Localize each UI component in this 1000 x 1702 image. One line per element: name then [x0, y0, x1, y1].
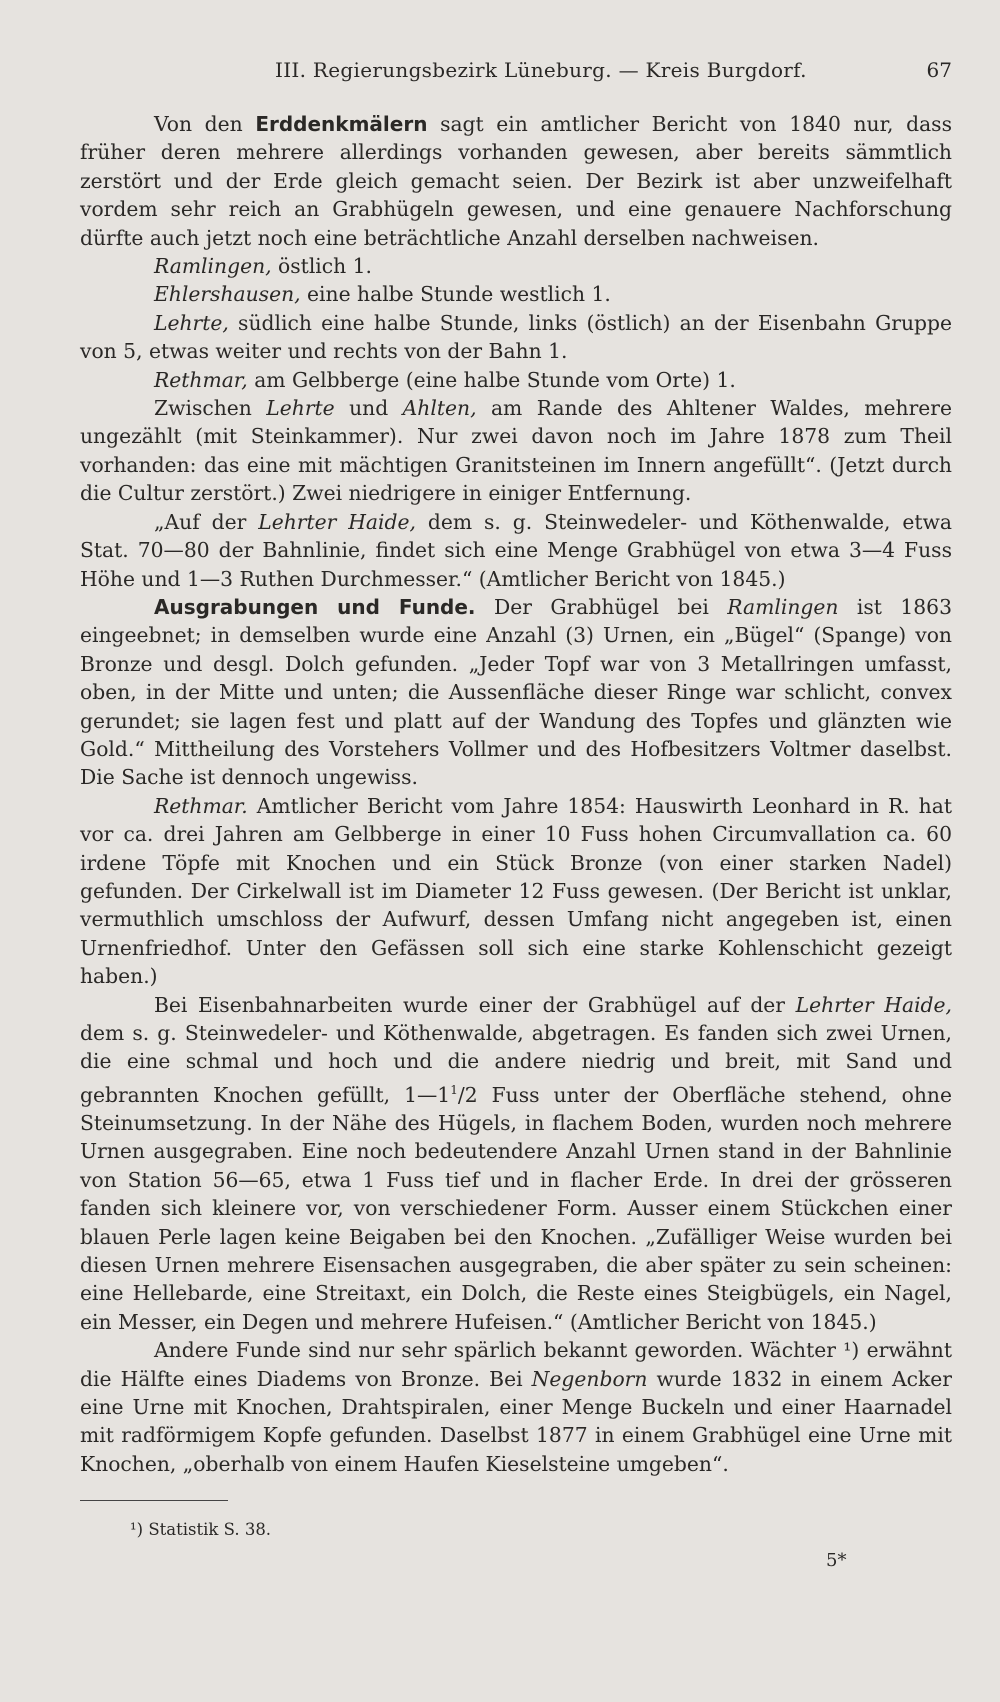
text-run: ist 1863 eingeebnet; in demselben wurde eine Anzahl (3) Urnen, ein „Bügel“ (Spange) von Bronze und desgl. Dolch gefunden. „Jeder Topf war von 3 Metallringen umfasst, oben, in der Mitte und unten; die Aussenfläche dieser Ringe war schlicht, convex gerundet; sie lagen fest und platt auf der Wandung des Topfes und glänzten wie Gold.“ Mittheilung des Vorstehers Vollmer und des Hofbesitzers Voltmer daselbst. Die Sache ist dennoch ungewiss. [80, 594, 952, 790]
running-header [80, 58, 952, 88]
paragraph-andere-funde [80, 1336, 952, 1478]
place-name: Rethmar, [154, 367, 248, 392]
place-name: Rethmar. [154, 793, 248, 818]
site-text: östlich 1. [278, 254, 373, 279]
text-run: dem s. g. Steinwedeler- und Köthenwalde, abgetragen. Es fanden sich zwei Urnen, die eine schmal und hoch und die andere niedrig und breit, mit Sand und gebrannten Knochen gefüllt, 1—1 [80, 1021, 952, 1107]
section-heading-erddenkmaeler: Erddenkmälern [255, 112, 428, 136]
site-entry [80, 309, 952, 366]
place-name: Lehrter Haide, [795, 992, 952, 1017]
place-name: Ramlingen, [154, 254, 272, 279]
text-run: Andere Funde sind nur sehr spärlich bekannt geworden. Wächter [154, 1338, 836, 1363]
text-run: Fuss unter der Oberfläche stehend, ohne Steinumsetzung. In der Nähe des Hügels, in flachem Boden, wurden noch mehrere Urnen ausgegraben. Eine noch bedeutendere Anzahl Urnen stand in der Bahnlinie von Station 56—65, etwa 1 Fuss tief und in flacher Erde. In drei der grösseren fanden sich kleinere vor, von verschiedener Form. Ausser einem Stückchen einer blauen Perle lagen keine Beigaben bei den Knochen. „Zufälliger Weise wurden bei diesen Urnen mehrere Eisensachen ausgegraben, die aber später zu sein scheinen: eine Hellebarde, eine Streitaxt, ein Dolch, die Reste eines Steigbügels, ein Nagel, ein Messer, ein Degen und mehrere Hufeisen.“ (Amtlicher Bericht von 1845.) [80, 1082, 952, 1334]
site-text: südlich eine halbe Stunde, links (östlich) an der Eisenbahn Gruppe von 5, etwas weiter und rechts von der Bahn 1. [80, 310, 952, 364]
text-run: erwähnt die Hälfte eines Diadems von Bronze. Bei [80, 1338, 952, 1391]
text-run: Zwischen [154, 396, 252, 421]
footnote-text: Statistik S. 38. [148, 1520, 272, 1539]
text-run: „Auf der [154, 509, 247, 534]
footnote-reference: ¹) [843, 1338, 860, 1363]
text-run: Bei Eisenbahnarbeiten wurde einer der Grabhügel auf der [154, 992, 785, 1017]
main-text [80, 110, 952, 1478]
fraction-numerator: 1 [450, 1082, 458, 1097]
place-name: Lehrte [266, 396, 335, 421]
place-name: Ehlershausen, [154, 282, 301, 307]
text-run: sagt ein amtlicher Bericht von 1840 nur, dass früher deren mehrere allerdings vorhanden gewesen, aber bereits sämmtlich zerstört und der Erde gleich gemacht seien. Der Bezirk ist aber unzweifelhaft vordem sehr reich an Grabhügeln gewesen, und eine genauere Nachforschung dürfte auch jetzt noch eine beträchtliche Anzahl derselben nachweisen. [80, 112, 952, 250]
paragraph-lehrter-haide [80, 508, 952, 593]
fraction-denominator: /2 [457, 1082, 478, 1107]
site-text: am Gelbberge (eine halbe Stunde vom Orte) 1. [254, 367, 736, 392]
site-entry [80, 366, 952, 394]
place-name: Ahlten, [402, 396, 477, 421]
paragraph-zwischen [80, 394, 952, 508]
paragraph-erddenkmaeler [80, 110, 952, 252]
section-heading-ausgrabungen: Ausgrabungen und Funde. [154, 594, 476, 619]
site-entry [80, 252, 952, 280]
text-run: Von den [154, 112, 243, 136]
text-run: und [349, 396, 389, 421]
place-name: Negenborn [531, 1366, 648, 1391]
place-name: Ramlingen [727, 594, 839, 619]
page-number: 67 [926, 58, 952, 82]
paragraph-eisenbahnarbeiten [80, 991, 952, 1337]
text-run: Amtlicher Bericht vom Jahre 1854: Hauswirth Leonhard in R. hat vor ca. drei Jahren am Gelbberge in einer 10 Fuss hohen Circumvallation ca. 60 irdene Töpfe mit Knochen und ein Stück Bronze (von einer starken Nadel) gefunden. Der Cirkelwall ist im Diameter 12 Fuss gewesen. (Der Bericht ist unklar, vermuthlich umschloss der Aufwurf, dessen Umfang nicht angegeben ist, einen Urnenfriedhof. Unter den Gefässen soll sich eine starke Kohlenschicht gezeigt haben.) [80, 793, 952, 989]
paragraph-rethmar [80, 792, 952, 991]
paragraph-ausgrabungen [80, 593, 952, 792]
footnote-marker: ¹) [130, 1520, 144, 1539]
footnote [130, 1520, 271, 1539]
running-title: III. Regierungsbezirk Lüneburg. — Kreis Burgdorf. [275, 58, 807, 82]
place-name: Lehrte, [154, 310, 229, 335]
text-run: wurde 1832 in einem Acker eine Urne mit Knochen, Drahtspiralen, einer Menge Buckeln und einer Haarnadel mit radförmigem Kopfe gefunden. Daselbst 1877 in einem Grabhügel eine Urne mit Knochen, „oberhalb von einem Haufen Kieselsteine umgeben“. [80, 1366, 952, 1476]
place-name: Lehrter Haide, [258, 509, 416, 534]
signature-mark: 5* [826, 1550, 847, 1571]
site-text: eine halbe Stunde westlich 1. [307, 282, 611, 307]
text-run: dem s. g. Steinwedeler- und Köthenwalde, etwa Stat. 70—80 der Bahnlinie, findet sich eine Menge Grabhügel von etwa 3—4 Fuss Höhe und 1—3 Ruthen Durchmesser.“ (Amtlicher Bericht von 1845.) [80, 509, 952, 591]
site-entry [80, 280, 952, 308]
footnote-rule [80, 1500, 228, 1501]
text-run: am Rande des Ahltener Waldes, mehrere ungezählt (mit Steinkammer). Nur zwei davon noch im Jahre 1878 zum Theil vorhanden: das eine mit mächtigen Granitsteinen im Innern angefüllt“. (Jetzt durch die Cultur zerstört.) Zwei niedrigere in einiger Entfernung. [80, 396, 952, 506]
text-run: Der Grabhügel bei [493, 594, 709, 619]
